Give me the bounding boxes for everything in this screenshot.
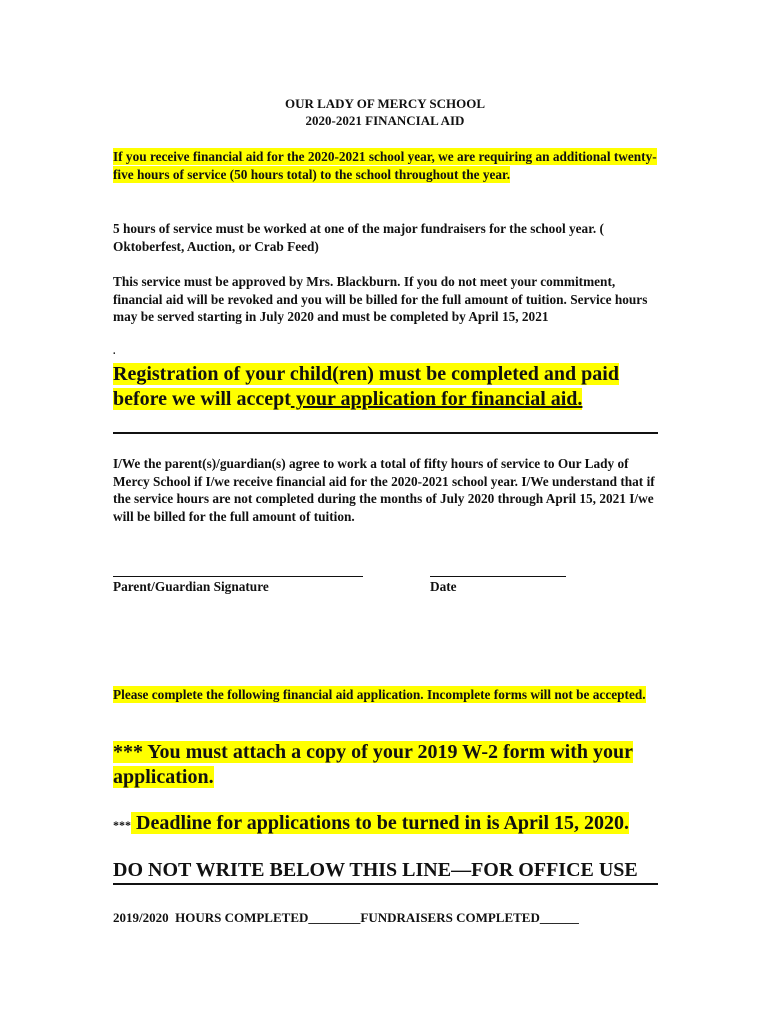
requirement-paragraph bbox=[113, 148, 658, 183]
registration-notice bbox=[113, 362, 643, 412]
instructions-paragraph bbox=[113, 686, 658, 704]
office-use-rule bbox=[113, 883, 658, 885]
parent-signature-label: Parent/Guardian Signature bbox=[113, 579, 269, 594]
deadline-stars: *** bbox=[113, 818, 131, 832]
fundraisers-paragraph: 5 hours of service must be worked at one of the major fundraisers for the school year. ( Oktoberfest, Auction, or Crab Feed) bbox=[113, 221, 604, 254]
date-line[interactable] bbox=[430, 576, 566, 577]
instructions-text: Please complete the following financial aid application. Incomplete forms will not be accepted. bbox=[113, 687, 646, 702]
office-use-heading: DO NOT WRITE BELOW THIS LINE—FOR OFFICE USE bbox=[113, 859, 638, 881]
registration-notice-part1: Registration of your child(ren) must be completed and paid before we will accept bbox=[113, 363, 619, 410]
divider-rule bbox=[113, 432, 658, 434]
parent-signature-line[interactable] bbox=[113, 576, 363, 577]
approval-paragraph: This service must be approved by Mrs. Blackburn. If you do not meet your commitment, financial aid will be revoked and you will be billed for the full amount of tuition. Service hours may be served starting in July 2020 and must be completed by April 15, 2021 bbox=[113, 274, 648, 324]
deadline-notice bbox=[113, 811, 658, 838]
requirement-text: If you receive financial aid for the 2020-2021 school year, we are requiring an additional twenty-five hours of service (50 hours total) to the school throughout the year. bbox=[113, 149, 657, 182]
office-use-hours-line: 2019/2020 HOURS COMPLETED________FUNDRAISERS COMPLETED______ bbox=[113, 910, 579, 925]
w2-notice bbox=[113, 740, 658, 790]
agreement-paragraph: I/We the parent(s)/guardian(s) agree to work a total of fifty hours of service to Our Lady of Mercy School if I/we receive financial aid for the 2020-2021 school year. I/We understand that if the service hours are not completed during the months of July 2020 through April 15, 2021 I/we will be billed for the full amount of tuition. bbox=[113, 456, 655, 524]
form-title: 2020-2021 FINANCIAL AID bbox=[305, 113, 465, 128]
stray-period: . bbox=[113, 346, 116, 357]
registration-notice-part2: your application for financial aid. bbox=[290, 388, 583, 410]
school-name: OUR LADY OF MERCY SCHOOL bbox=[284, 96, 486, 111]
deadline-text: Deadline for applications to be turned in is April 15, 2020. bbox=[131, 812, 630, 834]
date-label: Date bbox=[430, 579, 457, 594]
w2-notice-text: *** You must attach a copy of your 2019 W-2 form with your application. bbox=[113, 741, 633, 788]
